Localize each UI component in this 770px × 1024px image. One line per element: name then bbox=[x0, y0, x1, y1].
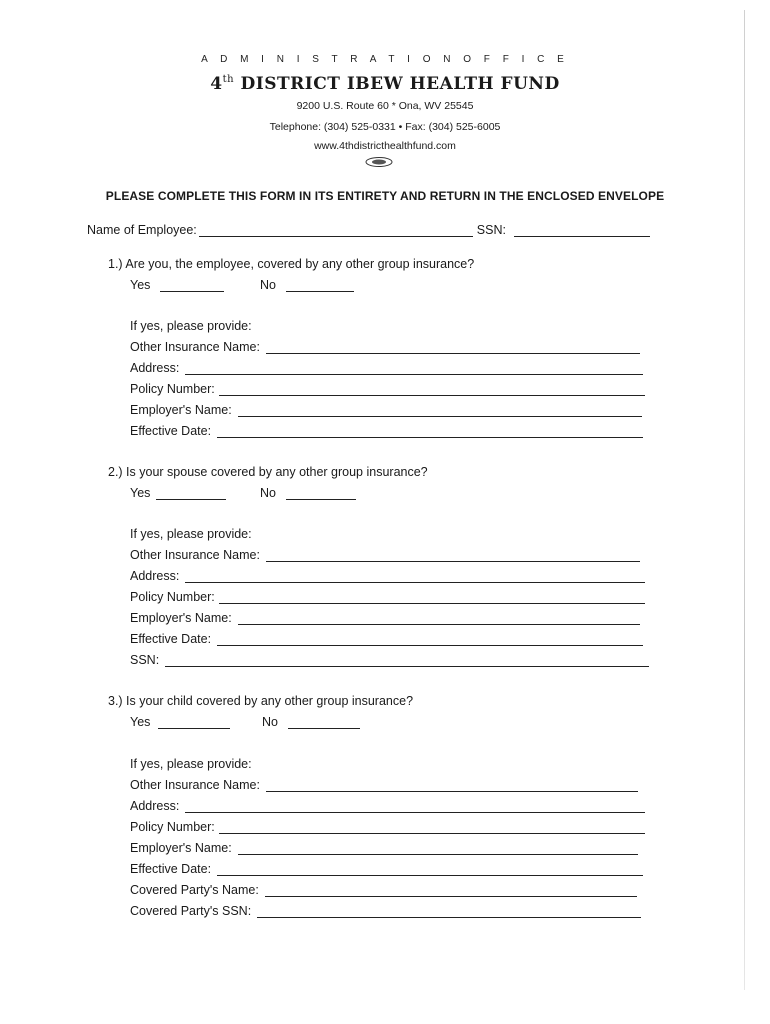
q1-question: 1.) Are you, the employee, covered by any other group insurance? bbox=[108, 257, 475, 271]
q1-no-row bbox=[260, 278, 354, 292]
scan-edge bbox=[744, 10, 745, 990]
q2-yes-field[interactable] bbox=[156, 487, 226, 500]
admin-office-heading: A D M I N I S T R A T I O N O F F I C E bbox=[201, 54, 569, 65]
q1-field-row bbox=[130, 403, 642, 417]
q3-field-label: Other Insurance Name: bbox=[130, 778, 260, 792]
q3-address-field[interactable] bbox=[185, 800, 645, 813]
q2-yes-row bbox=[130, 486, 226, 500]
q2-yes-label: Yes bbox=[130, 486, 151, 500]
q1-field-row bbox=[130, 424, 643, 438]
q1-address-field[interactable] bbox=[185, 362, 643, 375]
q3-field-row bbox=[130, 904, 641, 918]
q3-field-row bbox=[130, 778, 638, 792]
q1-employer-field[interactable] bbox=[238, 404, 642, 417]
q2-effective-date-field[interactable] bbox=[217, 633, 643, 646]
q2-no-label: No bbox=[260, 486, 276, 500]
q1-field-label: Address: bbox=[130, 361, 180, 375]
q2-policy-number-field[interactable] bbox=[219, 591, 645, 604]
q1-field-label: Employer's Name: bbox=[130, 403, 232, 417]
q2-field-row bbox=[130, 632, 643, 646]
q1-if-yes: If yes, please provide: bbox=[130, 319, 252, 333]
q3-yes-row bbox=[130, 715, 230, 729]
ornament-icon bbox=[364, 156, 394, 168]
q1-field-row bbox=[130, 361, 643, 375]
employee-ssn-label: SSN: bbox=[476, 223, 506, 237]
q1-field-label: Other Insurance Name: bbox=[130, 340, 260, 354]
q3-policy-number-field[interactable] bbox=[219, 821, 645, 834]
q2-field-row bbox=[130, 611, 640, 625]
q2-field-row bbox=[130, 653, 649, 667]
q3-no-field[interactable] bbox=[288, 716, 360, 729]
employee-name-field[interactable] bbox=[199, 224, 473, 237]
q2-field-label: Address: bbox=[130, 569, 180, 583]
q1-yes-label: Yes bbox=[130, 278, 151, 292]
q3-field-row bbox=[130, 862, 643, 876]
q1-field-label: Effective Date: bbox=[130, 424, 212, 438]
q1-other-insurance-field[interactable] bbox=[266, 341, 640, 354]
q1-policy-number-field[interactable] bbox=[219, 383, 645, 396]
q3-covered-party-name-field[interactable] bbox=[265, 884, 637, 897]
q2-no-field[interactable] bbox=[286, 487, 356, 500]
q3-covered-party-ssn-field[interactable] bbox=[257, 905, 641, 918]
q1-yes-field[interactable] bbox=[160, 279, 224, 292]
q2-address-field[interactable] bbox=[185, 570, 645, 583]
q3-no-label: No bbox=[262, 715, 278, 729]
q3-employer-field[interactable] bbox=[238, 842, 638, 855]
fund-title: 4th DISTRICT IBEW HEALTH FUND bbox=[210, 74, 560, 94]
q3-yes-field[interactable] bbox=[158, 716, 230, 729]
q1-no-label: No bbox=[260, 278, 276, 292]
q1-field-row bbox=[130, 382, 645, 396]
q3-if-yes: If yes, please provide: bbox=[130, 757, 252, 771]
q3-field-row bbox=[130, 799, 645, 813]
q2-field-label: Policy Number: bbox=[130, 590, 215, 604]
q3-question: 3.) Is your child covered by any other group insurance? bbox=[108, 694, 414, 708]
q2-other-insurance-field[interactable] bbox=[266, 549, 640, 562]
q2-field-row bbox=[130, 590, 645, 604]
q3-field-label: Effective Date: bbox=[130, 862, 212, 876]
employee-ssn-field[interactable] bbox=[514, 224, 650, 237]
q2-field-row bbox=[130, 569, 645, 583]
q2-field-label: Effective Date: bbox=[130, 632, 212, 646]
q2-ssn-field[interactable] bbox=[165, 654, 649, 667]
q2-field-label: Employer's Name: bbox=[130, 611, 232, 625]
q2-field-label: Other Insurance Name: bbox=[130, 548, 260, 562]
q2-no-row bbox=[260, 486, 356, 500]
q1-no-field[interactable] bbox=[286, 279, 354, 292]
q3-field-label: Employer's Name: bbox=[130, 841, 232, 855]
form-instruction: PLEASE COMPLETE THIS FORM IN ITS ENTIRETY AND RETURN IN THE ENCLOSED ENVELOPE bbox=[105, 189, 665, 203]
fund-address: 9200 U.S. Route 60 * Ona, WV 25545 bbox=[296, 100, 474, 112]
q3-other-insurance-field[interactable] bbox=[266, 779, 638, 792]
fund-website: www.4thdistricthealthfund.com bbox=[314, 140, 456, 152]
q2-employer-field[interactable] bbox=[238, 612, 640, 625]
q3-field-row bbox=[130, 820, 645, 834]
q2-field-row bbox=[130, 548, 640, 562]
q3-effective-date-field[interactable] bbox=[217, 863, 643, 876]
q2-if-yes: If yes, please provide: bbox=[130, 527, 252, 541]
q1-yes-row bbox=[130, 278, 224, 292]
q3-field-row bbox=[130, 841, 638, 855]
q3-field-label: Address: bbox=[130, 799, 180, 813]
q3-field-label: Policy Number: bbox=[130, 820, 215, 834]
q3-no-row bbox=[262, 715, 360, 729]
employee-row bbox=[87, 223, 650, 237]
q1-field-row bbox=[130, 340, 640, 354]
q3-yes-label: Yes bbox=[130, 715, 151, 729]
q2-question: 2.) Is your spouse covered by any other group insurance? bbox=[108, 465, 428, 479]
employee-name-label: Name of Employee: bbox=[87, 223, 197, 237]
q1-effective-date-field[interactable] bbox=[217, 425, 643, 438]
q1-field-label: Policy Number: bbox=[130, 382, 215, 396]
q3-field-label: Covered Party's SSN: bbox=[130, 904, 252, 918]
q3-field-row bbox=[130, 883, 637, 897]
fund-phone-fax: Telephone: (304) 525-0331 • Fax: (304) 525-6005 bbox=[269, 121, 501, 133]
q2-field-label: SSN: bbox=[130, 653, 160, 667]
q3-field-label: Covered Party's Name: bbox=[130, 883, 259, 897]
